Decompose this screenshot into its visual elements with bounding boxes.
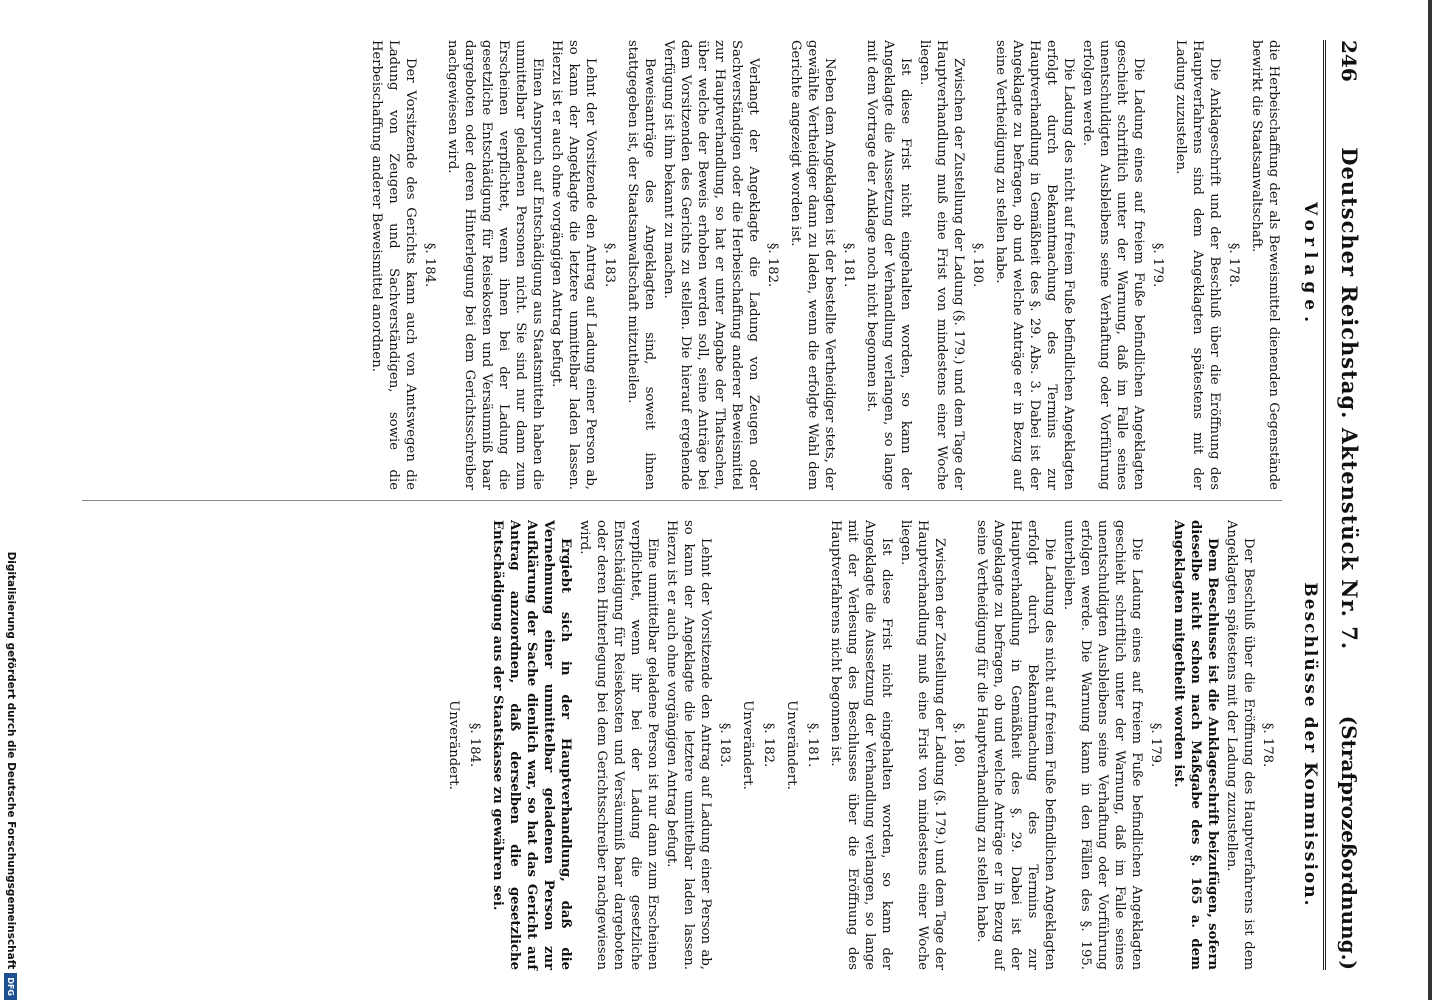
column-divider [82,500,1282,501]
left-column-heading: Vorlage. [1300,201,1320,329]
right-paragraph: Lehnt der Vorsitzende den Antrag auf Ladung einer Person ab, so kann der Angeklagte die letztere unmittelbar laden lassen. Hierzu ist er auch ohne vorgängigen Antrag befugt. [664,520,713,970]
right-paragraph: Zwischen der Zustellung der Ladung (§. 179.) und dem Tage der Hauptverhandlung muß eine Frist von mindestens einer Woche liegen. [898,520,947,970]
left-paragraph: Die Ladung eines auf freiem Fuße befindlichen Angeklagten geschieht schriftlich unter der Warnung, daß im Falle seines unentschuldigten Ausbleibens seine Verhaftung oder Vorführung erfolgen werde. [1080,40,1146,490]
left-paragraph: Die Ladung des nicht auf freiem Fuße befindlichen Angeklagten erfolgt durch Bekanntmachung des Termins zur Hauptverhandlung in Gemäßheit des §. 29. Abs. 3. Dabei ist der Angeklagte zu befragen, ob und welche Anträge er in Bezug auf seine Vertheidigung zu stellen habe. [993,40,1076,490]
left-paragraph: Die Anklageschrift und der Beschluß über die Eröffnung des Hauptverfahrens sind dem Angeklagten spätestens mit der Ladung zuzustellen. [1173,40,1222,490]
page-header [1323,40,1362,970]
right-paragraph: Ergiebt sich in der Hauptverhandlung, daß die Vernehmung einer unmittelbar geladenen Person zur Aufklärung der Sache dienlich war, so hat das Gericht auf Antrag anzuordnen, daß derselben die gesetzliche Entschädigung aus der Staatskasse zu gewähren sei. [490,520,573,970]
right-paragraph: Unverändert. [740,700,755,790]
right-section-number: §. 179. [1148,722,1163,768]
left-section-number: §. 182. [765,242,780,288]
right-paragraph: Eine unmittelbar geladene Person ist nur dann zum Erscheinen verpflichtet, wenn ihr bei der Ladung die gesetzliche Entschädigung für Reisekosten und Versäumniß baar dargeboten oder deren Hinterlegung bei dem Gerichtsschreiber nachgewiesen wird. [577,520,660,970]
digitization-footer [2,551,20,1000]
left-section-number: §. 179. [1150,242,1165,288]
right-paragraph: Ist diese Frist nicht eingehalten worden, so kann der Angeklagte die Aussetzung der Verhandlung verlangen, so lange mit der Verlesung des Beschlusses über die Eröffnung des Hauptverfahrens nicht begonnen ist. [828,520,894,970]
left-paragraph: Neben dem Angeklagten ist der bestellte Vertheidiger stets, der gewählte Vertheidiger dann zu laden, wenn die erfolgte Wahl dem Gerichte angezeigt worden ist. [788,40,837,490]
right-paragraph: Dem Beschlusse ist die Anklageschrift beizufügen, sofern dieselbe nicht schon nach Maßgabe des §. 165 a. dem Angeklagten mitgetheilt worden ist. [1171,520,1220,970]
left-section-number: §. 184. [422,242,437,288]
left-section-number: §. 178. [1226,242,1241,288]
left-column [366,40,1282,490]
page-subtitle: (Strafprozeßordnung.) [1337,715,1361,970]
left-paragraph: Zwischen der Zustellung der Ladung (§. 179.) und dem Tage der Hauptverhandlung muß eine Frist von mindestens einer Woche liegen. [917,40,966,490]
right-paragraph: Unverändert. [784,700,799,790]
right-section-number: §. 178. [1260,722,1275,768]
left-section-number: §. 180. [970,242,985,288]
right-section-number: §. 184. [467,722,482,768]
left-paragraph: Beweisanträge des Angeklagten sind, soweit ihnen stattgegeben ist, der Staatsanwaltschaft mitzutheilen. [625,40,657,490]
page-number: 246 [1337,40,1361,82]
left-paragraph: Verlangt der Angeklagte die Ladung von Zeugen oder Sachverständigen oder die Herbeischaffung anderer Beweismittel zur Hauptverhandlung, so hat er unter Angabe der Thatsachen, über welche der Beweis erhoben werden soll, seine Anträge bei dem Vorsitzenden des Gerichts zu stellen. Die hierauf ergehende Verfügung ist ihm bekannt zu machen. [661,40,761,490]
left-paragraph: Lehnt der Vorsitzende den Antrag auf Ladung einer Person ab, so kann der Angeklagte die letztere unmittelbar laden lassen. Hierzu ist er auch ohne vorgängigen Antrag befugt. [549,40,598,490]
right-section-number: §. 180. [951,722,966,768]
right-paragraph: Die Ladung des nicht auf freiem Fuße befindlichen Angeklagten erfolgt durch Bekanntmachung des Termins zur Hauptverhandlung in Gemäßheit des §. 29. Dabei ist der Angeklagte zu befragen, ob und welche Anträge er in Bezug auf seine Vertheidigung für die Hauptverhandlung zu stellen habe. [974,520,1057,970]
left-paragraph: Einen Anspruch auf Entschädigung aus Staatsmitteln haben die unmittelbar geladenen Personen nicht. Sie sind nur dann zum Erscheinen verpflichtet, wenn ihnen bei der Ladung die gesetzliche Entschädigung für Reisekosten und Versäumniß baar dargeboten oder deren Hinterlegung bei dem Gerichtsschreiber nachgewiesen wird. [445,40,545,490]
dfg-logo: DFG [5,973,18,1000]
left-paragraph: die Herbeischaffung der als Beweismittel dienenden Gegenstände bewirkt die Staatsanwaltschaft. [1249,40,1281,490]
right-section-number: §. 181. [805,722,820,768]
right-paragraph: Der Beschluß über die Eröffnung des Hauptverfahrens ist dem Angeklagten spätestens mit der Ladung zuzustellen. [1224,520,1256,970]
right-paragraph: Unverändert. [446,700,461,790]
right-column-heading: Beschlüsse der Kommission. [1300,582,1320,908]
left-section-number: §. 183. [602,242,617,288]
page-title: Deutscher Reichstag. Aktenstück Nr. 7. [1337,147,1362,651]
left-section-number: §. 181. [841,242,856,288]
right-section-number: §. 183. [717,722,732,768]
right-paragraph: Die Ladung eines auf freiem Fuße befindlichen Angeklagten geschieht schriftlich unter der Warnung, daß im Falle seines unentschuldigten Ausbleibens seine Verhaftung oder Vorführung erfolgen werde. Die Warnung kann in den Fällen des §. 195. unterbleiben. [1061,520,1144,970]
page-edge [1410,0,1432,1000]
digitization-note: Digitalisierung gefördert durch die Deutsche Forschungsgemeinschaft [5,551,17,970]
right-section-number: §. 182. [761,722,776,768]
left-paragraph: Der Vorsitzende des Gerichts kann auch von Amtswegen die Ladung von Zeugen und Sachverständigen, sowie die Herbeischaffung anderer Beweismittel anordnen. [369,40,418,490]
right-column [441,520,1282,970]
left-paragraph: Ist diese Frist nicht eingehalten worden, so kann der Angeklagte die Aussetzung der Verhandlung verlangen, so lange mit dem Vortrage der Anklage noch nicht begonnen ist. [864,40,913,490]
